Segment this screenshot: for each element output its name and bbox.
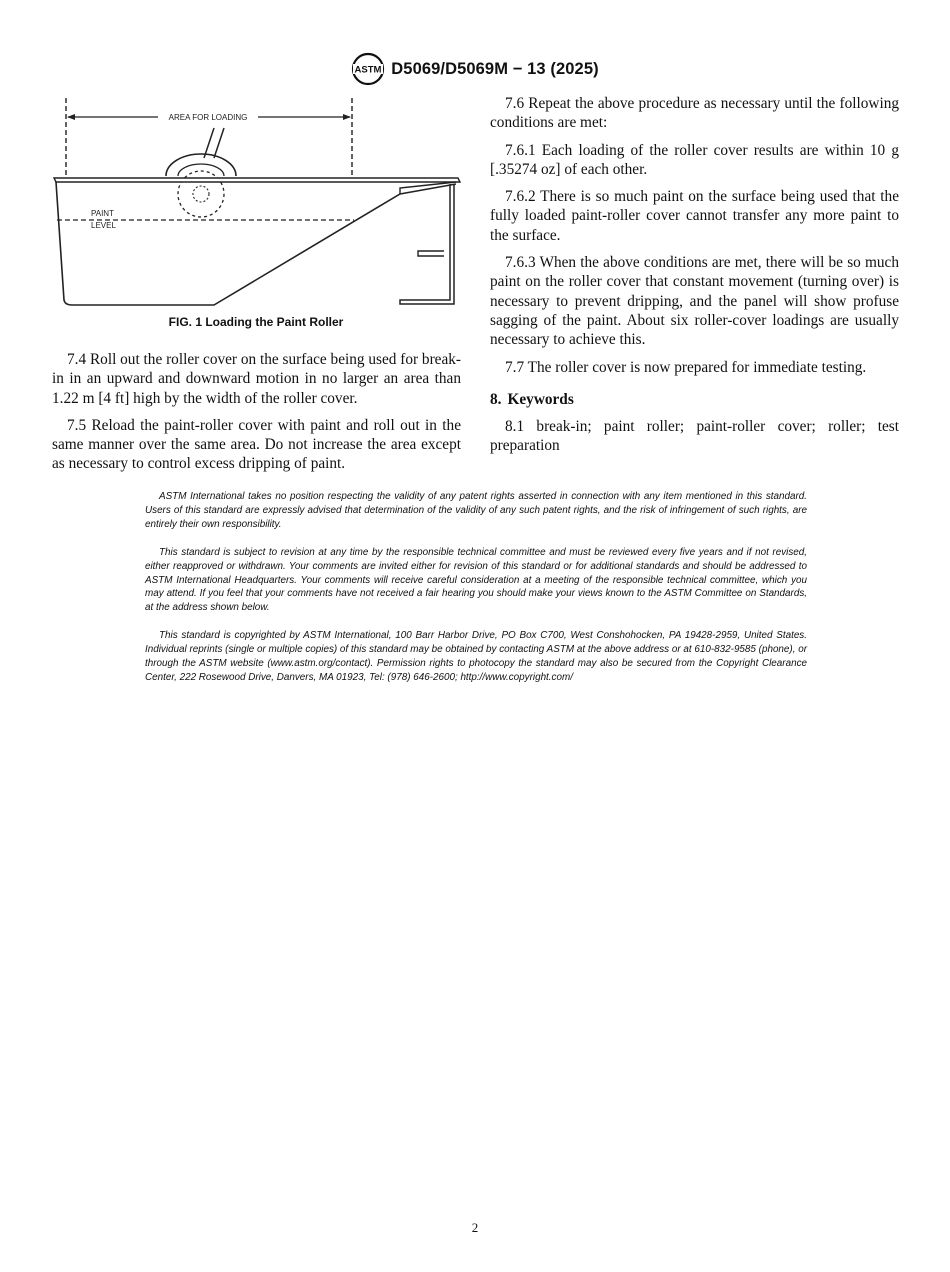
paragraph-7-7: 7.7 The roller cover is now prepared for immediate testing. — [505, 358, 867, 376]
paragraph-7-5: 7.5 Reload the paint-roller cover with paint and roll out in the same manner over the same area. Do not increase the area except as necessary to control excess dripping of paint. — [52, 416, 461, 473]
standard-designation: D5069/D5069M − 13 (2025) — [391, 59, 599, 78]
paragraph-7-4: 7.4 Roll out the roller cover on the surface being used for break-in in an upward and downward motion in no larger an area than 1.22 m [4 ft] high by the width of the roller cover. — [52, 351, 461, 407]
tray-leg — [400, 184, 454, 304]
page-number: 2 — [471, 1220, 479, 1235]
astm-logo-text: ASTM — [354, 64, 382, 76]
arrow-right-icon — [343, 114, 351, 120]
paragraph-7-6-2: 7.6.2 There is so much paint on the surface being used that the fully loaded paint-roller cover cannot transfer any more paint to the surface. — [490, 188, 899, 244]
paragraph-8-1: 8.1 break-in; paint roller; paint-roller cover; roller; test preparation — [490, 417, 899, 455]
paint-label: PAINT — [91, 209, 114, 218]
legal-notices — [145, 490, 807, 699]
area-for-loading-label: AREA FOR LOADING — [168, 113, 248, 122]
page-header — [0, 56, 950, 82]
notice-revision: This standard is subject to revision at any time by the responsible technical committee and must be reviewed every five years and if not revised, either reapproved or withdrawn. Your comments are invited either for revision of this standard or for additional standards and should be addressed to ASTM International Headquarters. Your comments will receive careful consideration at a meeting of the responsible technical committee, which you may attend. If you feel that your comments have not received a fair hearing you should make your views known to the ASTM Committee on Standards, at the address shown below. — [145, 546, 807, 614]
paragraph-7-6-1: 7.6.1 Each loading of the roller cover results are within 10 g [.35274 oz] of each other. — [490, 141, 899, 178]
section-heading-keywords — [490, 391, 899, 409]
arrow-left-icon — [67, 114, 75, 120]
left-column — [52, 350, 461, 482]
section-number: 8. — [490, 390, 502, 408]
notice-copyright: This standard is copyrighted by ASTM International, 100 Barr Harbor Drive, PO Box C700, West Conshohocken, PA 19428-2959, United States. Individual reprints (single or multiple copies) of this standard may be obtained by contacting ASTM at the above address or at 610-832-9585 (phone), or through the ASTM website (www.astm.org/contact). Permission rights to photocopy the standard may also be secured from the Copyright Clearance Center, 222 Rosewood Drive, Danvers, MA 01923, Tel: (978) 646-2600; http://www.copyright.com/ — [145, 630, 807, 683]
figure-loading-paint-roller — [48, 92, 468, 314]
paragraph-7-6-3: 7.6.3 When the above conditions are met, there will be so much paint on the roller cover that constant movement (turning over) is necessary to prevent dripping, and the panel will show profuse sagging of the paint. About six roller-cover loadings are usually necessary to achieve this. — [490, 254, 899, 349]
paragraph-7-6: 7.6 Repeat the above procedure as necessary until the following conditions are met: — [490, 95, 899, 132]
roller-handle-right — [214, 128, 224, 158]
roller-frame — [166, 154, 236, 176]
figure-caption: FIG. 1 Loading the Paint Roller — [168, 315, 344, 329]
tray-leg-notch — [418, 251, 444, 256]
roller-frame-inner — [178, 164, 224, 176]
astm-logo-icon — [351, 52, 385, 86]
right-column — [490, 94, 899, 463]
roller-core — [193, 186, 209, 202]
tray-body — [56, 182, 456, 305]
level-label: LEVEL — [91, 221, 116, 230]
section-title: Keywords — [507, 390, 574, 408]
tray-rim — [54, 178, 460, 182]
notice-patent-rights: ASTM International takes no position respecting the validity of any patent rights asserted in connection with any item mentioned in this standard. Users of this standard are expressly advised that determination of the validity of any such patent rights, and the risk of infringement of such rights, are entirely their own responsibility. — [145, 491, 807, 530]
